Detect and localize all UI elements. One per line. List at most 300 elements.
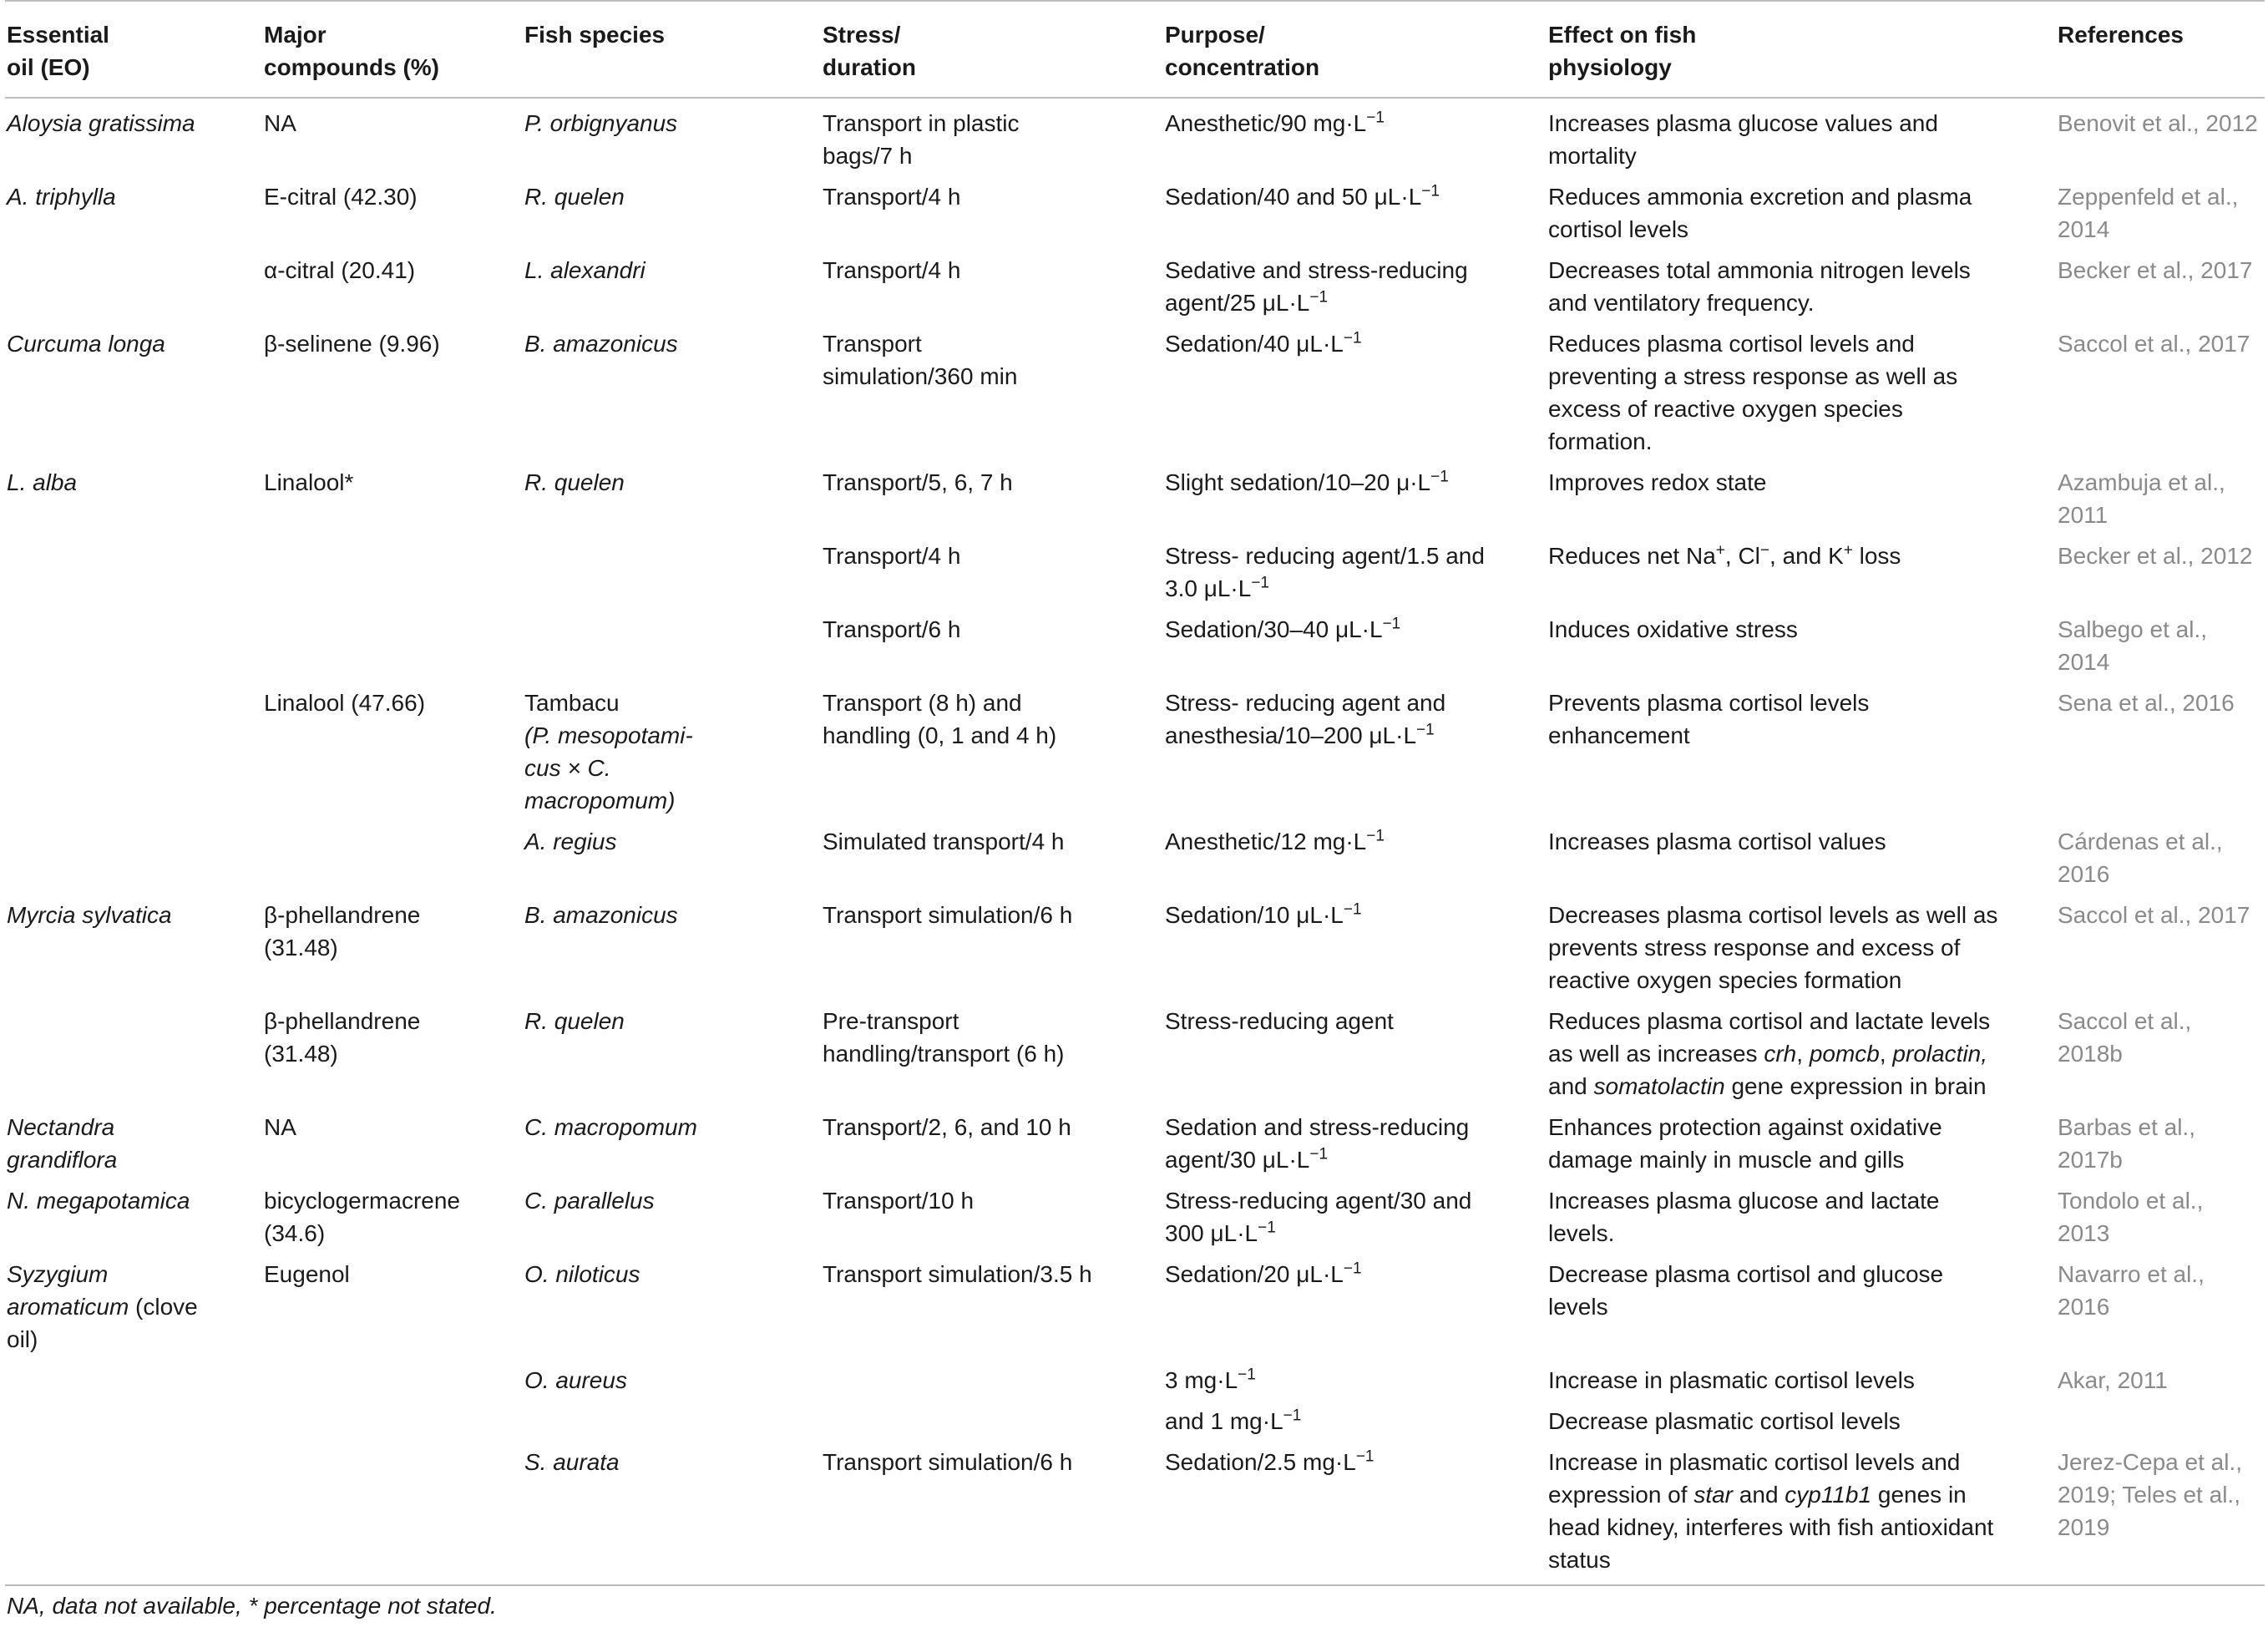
oil-line: Syzygium (7, 1261, 109, 1287)
stress-line: Transport/4 h (823, 184, 961, 210)
superscript: −1 (1343, 329, 1362, 347)
purpose-concentration-cell (1163, 608, 1547, 682)
essential-oil-cell (5, 1400, 262, 1441)
text-segment: expression of (1548, 1482, 1694, 1508)
essential-oil-cell (5, 322, 262, 461)
purpose-concentration-cell (1163, 1441, 1547, 1585)
effect-line (1548, 1005, 2049, 1037)
effect-line (1548, 1364, 2049, 1396)
text-segment: Improves redox state (1548, 469, 1767, 495)
text-segment: reactive oxygen species formation (1548, 967, 1902, 993)
text-segment: as well as increases (1548, 1041, 1764, 1067)
superscript: −1 (1366, 827, 1385, 845)
species-line: P. orbignyanus (524, 110, 678, 136)
reference-cell (2056, 1000, 2265, 1106)
text-segment: Stress-reducing agent (1165, 1008, 1394, 1034)
reference-line: 2014 (2058, 649, 2110, 675)
effect-line (1548, 107, 2049, 139)
essential-oil-cell (5, 1441, 262, 1585)
purpose-line (1165, 719, 1540, 752)
purpose-concentration-cell (1163, 1359, 1547, 1400)
text-segment: Sedation/40 and 50 μL·L (1165, 184, 1422, 210)
reference-cell (2056, 1441, 2265, 1585)
text-segment: levels (1548, 1294, 1608, 1320)
oil-line: L. alba (7, 469, 78, 495)
major-compounds-cell (262, 820, 523, 894)
text-segment: Sedation/20 μL·L (1165, 1261, 1344, 1287)
text-segment: agent/25 μL·L (1165, 290, 1310, 316)
major-compounds-cell (262, 1441, 523, 1585)
stress-line: handling (0, 1 and 4 h) (823, 722, 1057, 748)
effect-line (1548, 1037, 2049, 1070)
purpose-concentration-cell (1163, 322, 1547, 461)
text-segment: Increase in plasmatic cortisol levels (1548, 1367, 1915, 1393)
text-segment: agent/30 μL·L (1165, 1147, 1310, 1173)
fish-species-cell (523, 1400, 821, 1441)
table-row (5, 98, 2265, 175)
header-line: Stress/ (823, 22, 901, 48)
text-segment: Increases plasma cortisol values (1548, 829, 1886, 854)
superscript: −1 (1416, 721, 1435, 739)
stress-duration-cell (821, 608, 1163, 682)
reference-line: Salbego et al., (2058, 616, 2208, 642)
text-segment: Sedation and stress-reducing (1165, 1114, 1470, 1140)
stress-line: Transport simulation/6 h (823, 902, 1073, 928)
effect-line (1548, 1111, 2049, 1143)
header-purpose-concentration (1163, 1, 1547, 98)
header-line: oil (EO) (7, 54, 90, 80)
effect-physiology-cell (1547, 249, 2056, 322)
effect-physiology-cell (1547, 1106, 2056, 1179)
table-row (5, 1253, 2265, 1359)
essential-oil-cell (5, 894, 262, 1000)
effect-line (1548, 1143, 2049, 1176)
purpose-line (1165, 466, 1540, 499)
table-row (5, 894, 2265, 1000)
purpose-concentration-cell (1163, 1000, 1547, 1106)
purpose-line (1165, 327, 1540, 360)
essential-oil-cell (5, 682, 262, 820)
stress-line: Transport simulation/3.5 h (823, 1261, 1092, 1287)
reference-line: 2014 (2058, 216, 2110, 242)
table-row (5, 461, 2265, 535)
text-segment: , (1796, 1041, 1810, 1067)
reference-line: Cárdenas et al., (2058, 829, 2223, 854)
major-compounds-cell (262, 98, 523, 175)
table-row (5, 1400, 2265, 1441)
stress-line: Transport simulation/6 h (823, 1449, 1073, 1475)
species-line: B. amazonicus (524, 902, 678, 928)
purpose-line (1165, 825, 1540, 858)
purpose-line (1165, 286, 1540, 319)
table-row (5, 175, 2265, 249)
purpose-line (1165, 1405, 1540, 1437)
essential-oil-cell (5, 1000, 262, 1106)
text-segment: formation. (1548, 428, 1653, 454)
reference-cell (2056, 98, 2265, 175)
major-compounds-cell (262, 1000, 523, 1106)
purpose-concentration-cell (1163, 98, 1547, 175)
reference-cell (2056, 1253, 2265, 1359)
effect-physiology-cell (1547, 820, 2056, 894)
major-compounds-cell (262, 249, 523, 322)
superscript: −1 (1258, 1219, 1276, 1237)
text-segment: 300 μL·L (1165, 1220, 1258, 1246)
text-segment: Reduces ammonia excretion and plasma (1548, 184, 1972, 210)
reference-cell (2056, 1179, 2265, 1253)
fish-species-cell (523, 682, 821, 820)
text-segment: gene expression in brain (1724, 1073, 1987, 1099)
reference-cell (2056, 535, 2265, 608)
fish-species-cell (523, 894, 821, 1000)
effect-line (1548, 425, 2049, 458)
text-segment: Sedation/30–40 μL·L (1165, 616, 1383, 642)
effect-line (1548, 1478, 2049, 1511)
oil-line: Nectandra (7, 1114, 115, 1140)
superscript: −1 (1309, 288, 1329, 307)
major-compounds-cell (262, 322, 523, 461)
purpose-line (1165, 1364, 1540, 1396)
essential-oil-cell (5, 1253, 262, 1359)
major-compounds-cell (262, 461, 523, 535)
stress-line: bags/7 h (823, 143, 913, 169)
header-line: Major (264, 22, 327, 48)
purpose-line (1165, 1111, 1540, 1143)
purpose-line (1165, 572, 1540, 605)
stress-duration-cell (821, 1359, 1163, 1400)
text-segment: cyp11b1 (1785, 1482, 1872, 1508)
effect-line (1548, 1405, 2049, 1437)
reference-line: Jerez-Cepa et al., (2058, 1449, 2242, 1475)
text-segment: genes in (1871, 1482, 1967, 1508)
reference-line: Akar, 2011 (2058, 1367, 2168, 1393)
purpose-line (1165, 687, 1540, 719)
reference-cell (2056, 1400, 2265, 1441)
effect-line (1548, 1543, 2049, 1576)
header-line: physiology (1548, 54, 1672, 80)
table-row (5, 322, 2265, 461)
superscript: −1 (1251, 574, 1269, 592)
text-segment: Sedative and stress-reducing (1165, 257, 1468, 283)
effect-line (1548, 254, 2049, 286)
text-segment: and (1733, 1482, 1785, 1508)
superscript: −1 (1421, 182, 1440, 200)
text-segment: star (1693, 1482, 1734, 1508)
species-line: R. quelen (524, 1008, 625, 1034)
effect-line (1548, 139, 2049, 172)
text-segment: head kidney, interferes with fish antioxidant (1548, 1514, 1994, 1540)
text-segment: status (1548, 1547, 1611, 1573)
text-segment: Decreases total ammonia nitrogen levels (1548, 257, 1971, 283)
text-segment: Stress- reducing agent/1.5 and (1165, 543, 1485, 569)
text-segment: loss (1852, 543, 1901, 569)
fish-species-cell (523, 1359, 821, 1400)
reference-line: Tondolo et al., 2013 (2058, 1188, 2204, 1246)
table-row (5, 249, 2265, 322)
text-segment: , (1879, 1041, 1893, 1067)
text-segment: prolactin, (1892, 1041, 1988, 1067)
stress-duration-cell (821, 1253, 1163, 1359)
text-segment: excess of reactive oxygen species (1548, 396, 1903, 422)
compound-line: (34.6) (264, 1220, 326, 1246)
reference-line: Becker et al., 2017 (2058, 257, 2253, 283)
text-segment: levels. (1548, 1220, 1615, 1246)
effect-physiology-cell (1547, 175, 2056, 249)
effect-physiology-cell (1547, 322, 2056, 461)
reference-line: 2017b (2058, 1147, 2123, 1173)
essential-oil-table (5, 0, 2265, 1586)
effect-line (1548, 687, 2049, 719)
effect-physiology-cell (1547, 894, 2056, 1000)
effect-line (1548, 540, 2049, 572)
purpose-concentration-cell (1163, 1400, 1547, 1441)
effect-line (1548, 1217, 2049, 1249)
stress-line: Transport/6 h (823, 616, 961, 642)
superscript: −1 (1382, 615, 1401, 633)
text-segment: preventing a stress response as well as (1548, 363, 1958, 389)
stress-duration-cell (821, 98, 1163, 175)
fish-species-cell (523, 1000, 821, 1106)
superscript: −1 (1238, 1366, 1256, 1384)
text-segment: Sedation/2.5 mg·L (1165, 1449, 1356, 1475)
purpose-concentration-cell (1163, 175, 1547, 249)
text-segment: Stress-reducing agent/30 and (1165, 1188, 1472, 1214)
major-compounds-cell (262, 682, 523, 820)
stress-line: Transport/2, 6, and 10 h (823, 1114, 1071, 1140)
header-effect-physiology (1547, 1, 2056, 98)
effect-physiology-cell (1547, 1400, 2056, 1441)
text-segment: Prevents plasma cortisol levels (1548, 690, 1870, 716)
text-segment: Increase in plasmatic cortisol levels and (1548, 1449, 1961, 1475)
compound-line: β-phellandrene (264, 902, 421, 928)
effect-line (1548, 931, 2049, 964)
species-line: Tambacu (524, 690, 620, 716)
table-row (5, 1441, 2265, 1585)
species-line: cus × C. (524, 755, 611, 781)
stress-duration-cell (821, 894, 1163, 1000)
fish-species-cell (523, 820, 821, 894)
fish-species-cell (523, 1253, 821, 1359)
purpose-concentration-cell (1163, 682, 1547, 820)
reference-cell (2056, 682, 2265, 820)
text-segment: prevents stress response and excess of (1548, 935, 1961, 960)
fish-species-cell (523, 535, 821, 608)
major-compounds-cell (262, 1179, 523, 1253)
text-segment: enhancement (1548, 722, 1690, 748)
text-segment: Anesthetic/12 mg·L (1165, 829, 1367, 854)
reference-line: Benovit et al., 2012 (2058, 110, 2258, 136)
effect-line (1548, 1511, 2049, 1543)
reference-line: Barbas et al., (2058, 1114, 2195, 1140)
table-footnote: NA, data not available, * percentage not stated. (7, 1593, 497, 1619)
reference-line: 2019; Teles et al., (2058, 1482, 2240, 1508)
text-segment: crh (1764, 1041, 1797, 1067)
oil-line: A. triphylla (7, 184, 116, 210)
fish-species-cell (523, 461, 821, 535)
effect-line (1548, 466, 2049, 499)
text-segment: Sedation/10 μL·L (1165, 902, 1344, 928)
effect-line (1548, 613, 2049, 646)
fish-species-cell (523, 98, 821, 175)
header-references (2056, 1, 2265, 98)
text-segment: Increases plasma glucose values and (1548, 110, 1938, 136)
purpose-line (1165, 254, 1540, 286)
header-line: References (2058, 22, 2184, 48)
effect-line (1548, 1258, 2049, 1290)
purpose-concentration-cell (1163, 894, 1547, 1000)
compound-line: β-phellandrene (264, 1008, 421, 1034)
text-segment: Induces oxidative stress (1548, 616, 1798, 642)
table-row (5, 1106, 2265, 1179)
stress-line: Transport (8 h) and (823, 690, 1022, 716)
oil-line: Curcuma longa (7, 331, 165, 357)
species-line: R. quelen (524, 469, 625, 495)
fish-species-cell (523, 175, 821, 249)
compound-line: Eugenol (264, 1261, 350, 1287)
reference-cell (2056, 820, 2265, 894)
purpose-line (1165, 1143, 1540, 1176)
text-segment: Reduces plasma cortisol levels and (1548, 331, 1915, 357)
stress-line: simulation/360 min (823, 363, 1018, 389)
text-segment: and ventilatory frequency. (1548, 290, 1815, 316)
purpose-concentration-cell (1163, 535, 1547, 608)
stress-line: Transport in plastic (823, 110, 1020, 136)
reference-cell (2056, 1359, 2265, 1400)
reference-line: Saccol et al., 2017 (2058, 902, 2250, 928)
stress-duration-cell (821, 1000, 1163, 1106)
compound-line: NA (264, 1114, 296, 1140)
effect-line (1548, 327, 2049, 360)
fish-species-cell (523, 1106, 821, 1179)
effect-physiology-cell (1547, 1000, 2056, 1106)
stress-line: Simulated transport/4 h (823, 829, 1065, 854)
table-row (5, 608, 2265, 682)
superscript: − (1759, 541, 1770, 560)
oil-line: oil) (7, 1326, 38, 1352)
stress-duration-cell (821, 1441, 1163, 1585)
compound-line: (31.48) (264, 1041, 338, 1067)
stress-duration-cell (821, 820, 1163, 894)
fish-species-cell (523, 322, 821, 461)
header-major-compounds (262, 1, 523, 98)
essential-oil-cell (5, 1106, 262, 1179)
table-row (5, 820, 2265, 894)
stress-duration-cell (821, 249, 1163, 322)
effect-line (1548, 719, 2049, 752)
text-segment: , and K (1769, 543, 1844, 569)
effect-physiology-cell (1547, 1179, 2056, 1253)
fish-species-cell (523, 249, 821, 322)
purpose-line (1165, 899, 1540, 931)
effect-physiology-cell (1547, 1253, 2056, 1359)
species-line: L. alexandri (524, 257, 645, 283)
effect-line (1548, 899, 2049, 931)
major-compounds-cell (262, 1400, 523, 1441)
essential-oil-cell (5, 461, 262, 535)
compound-line: bicyclogermacrene (264, 1188, 460, 1214)
table-row (5, 535, 2265, 608)
effect-line (1548, 964, 2049, 996)
header-line: Essential (7, 22, 109, 48)
text-segment: and (1548, 1073, 1594, 1099)
stress-line: Transport/10 h (823, 1188, 975, 1214)
major-compounds-cell (262, 535, 523, 608)
species-line: R. quelen (524, 184, 625, 210)
stress-line: Transport/4 h (823, 543, 961, 569)
purpose-concentration-cell (1163, 820, 1547, 894)
compound-line: NA (264, 110, 296, 136)
superscript: −1 (1430, 468, 1449, 486)
effect-physiology-cell (1547, 461, 2056, 535)
reference-line: Sena et al., 2016 (2058, 690, 2235, 716)
stress-duration-cell (821, 1106, 1163, 1179)
compound-line: Linalool* (264, 469, 354, 495)
major-compounds-cell (262, 175, 523, 249)
reference-cell (2056, 175, 2265, 249)
stress-duration-cell (821, 461, 1163, 535)
header-line: duration (823, 54, 916, 80)
purpose-concentration-cell (1163, 1253, 1547, 1359)
reference-line: 2011 (2058, 502, 2109, 528)
oil-line: Aloysia gratissima (7, 110, 195, 136)
reference-line: Navarro et al., 2016 (2058, 1261, 2205, 1320)
major-compounds-cell (262, 894, 523, 1000)
major-compounds-cell (262, 1359, 523, 1400)
header-line: Effect on fish (1548, 22, 1697, 48)
effect-physiology-cell (1547, 98, 2056, 175)
header-fish-species (523, 1, 821, 98)
fish-species-cell (523, 608, 821, 682)
text-segment: Reduces plasma cortisol and lactate levels (1548, 1008, 1991, 1034)
reference-line: Saccol et al., (2058, 1008, 2192, 1034)
stress-line: Transport/4 h (823, 257, 961, 283)
superscript: + (1715, 541, 1725, 560)
stress-duration-cell (821, 535, 1163, 608)
oil-line: N. megapotamica (7, 1188, 190, 1214)
oil-name-part: aromaticum (7, 1294, 129, 1320)
reference-line: Zeppenfeld et al., (2058, 184, 2239, 210)
effect-physiology-cell (1547, 535, 2056, 608)
table-row (5, 682, 2265, 820)
species-line: C. macropomum (524, 1114, 697, 1140)
reference-line: 2016 (2058, 861, 2110, 887)
essential-oil-cell (5, 535, 262, 608)
reference-cell (2056, 894, 2265, 1000)
purpose-line (1165, 180, 1540, 213)
reference-line: 2018b (2058, 1041, 2123, 1067)
text-segment: Increases plasma glucose and lactate (1548, 1188, 1940, 1214)
reference-line: Azambuja et al., (2058, 469, 2225, 495)
species-line: B. amazonicus (524, 331, 678, 357)
text-segment: pomcb (1809, 1041, 1880, 1067)
purpose-line (1165, 1184, 1540, 1217)
superscript: −1 (1343, 900, 1362, 919)
stress-line: Transport/5, 6, 7 h (823, 469, 1013, 495)
header-essential-oil (5, 1, 262, 98)
major-compounds-cell (262, 1253, 523, 1359)
stress-line: Transport (823, 331, 922, 357)
reference-cell (2056, 461, 2265, 535)
reference-line: 2019 (2058, 1514, 2110, 1540)
purpose-line (1165, 1446, 1540, 1478)
fish-species-cell (523, 1441, 821, 1585)
purpose-line (1165, 1005, 1540, 1037)
species-line: S. aurata (524, 1449, 620, 1475)
text-segment: mortality (1548, 143, 1637, 169)
text-segment: cortisol levels (1548, 216, 1689, 242)
table-row (5, 1359, 2265, 1400)
reference-cell (2056, 608, 2265, 682)
